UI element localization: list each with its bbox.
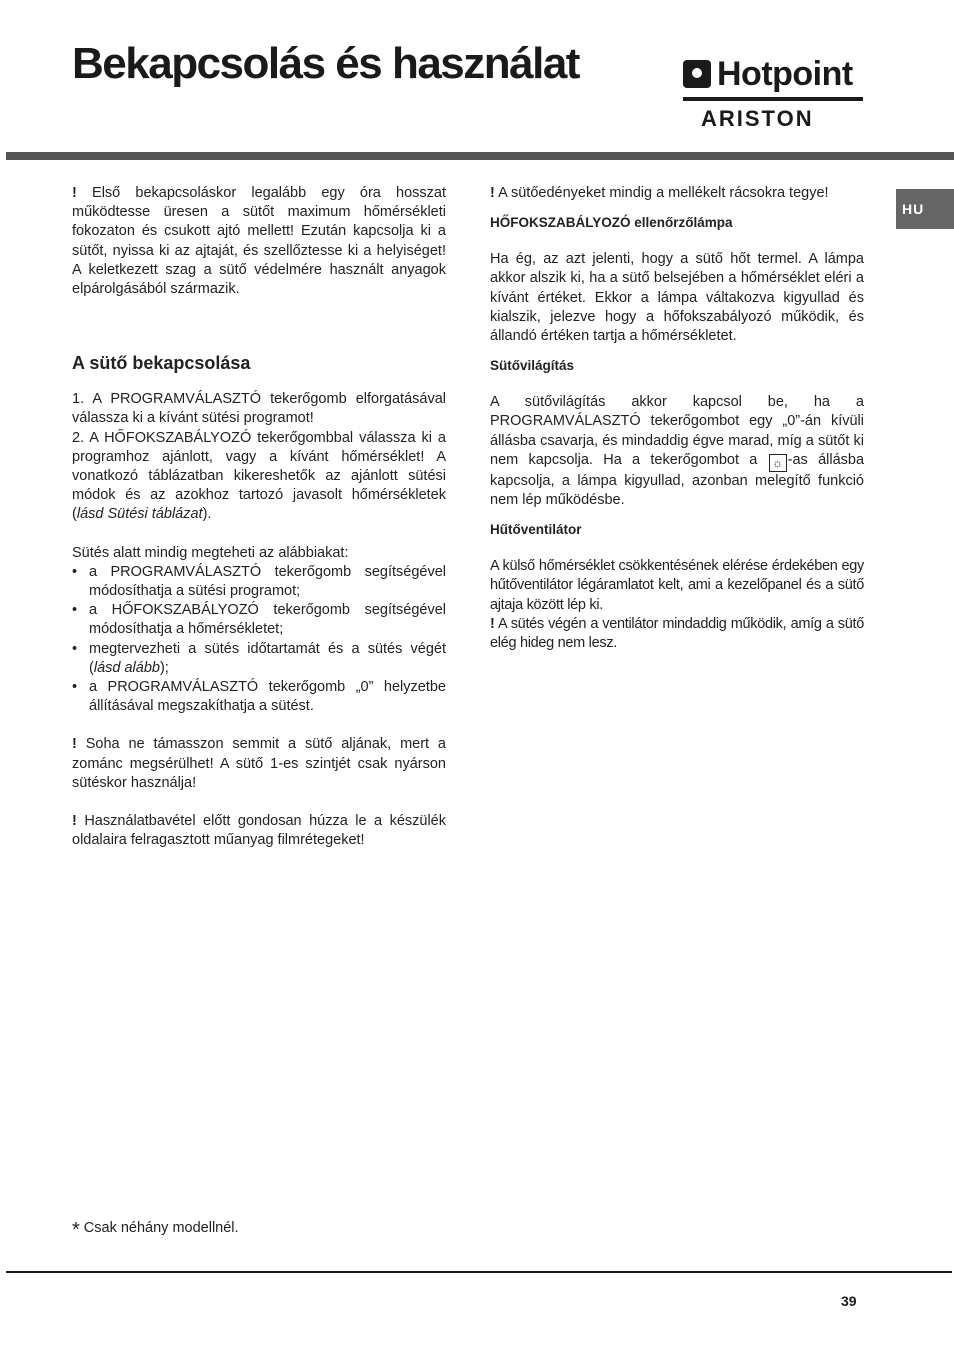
- logo-mark-icon: [683, 60, 711, 88]
- oven-light-text-b: -as állásba kapcsolja, a lámpa kigyullad, azonban melegítő funkció nem lép működésbe.: [490, 451, 865, 509]
- list-item: • a HŐFOKSZABÁLYOZÓ tekerőgomb segítségével módosíthatja a hőmérsékletet;: [72, 601, 446, 639]
- list-item: • a PROGRAMVÁLASZTÓ tekerőgomb segítségével módosíthatja a sütési programot;: [72, 563, 446, 601]
- header-rule: [6, 152, 954, 160]
- warning-text: Használatbavétel előtt gondosan húzza le a készülék oldalaira felragasztott műanyag filmrétegeket!: [72, 813, 446, 849]
- step-2-end: ).: [202, 506, 212, 523]
- footer-rule: [6, 1271, 952, 1273]
- warning-text: Első bekapcsoláskor legalább egy óra hosszat működtesse üresen a sütőt maximum hőmérsékleti fokozaton és csukott ajtó mellett! Ezután kapcsolja ki a sütőt, nyissa ki az ajtaját, és szellőztesse ki a helyiséget! A keletkezett szag a sütő védelmére használt anyagok elpárolgásából származik.: [72, 185, 447, 298]
- step-2-ref: lásd Sütési táblázat: [76, 506, 203, 523]
- warning-mark: !: [72, 736, 77, 753]
- during-intro: Sütés alatt mindig megteheti az alábbiakat:: [72, 544, 349, 561]
- footnote-text: Csak néhány modellnél.: [83, 1220, 239, 1236]
- brand-name: Hotpoint: [717, 55, 853, 93]
- warning-text: A sütőedényeket mindig a mellékelt rácsokra tegye!: [498, 185, 829, 201]
- warning-first-use: [72, 184, 446, 299]
- warning-mark: !: [72, 185, 77, 201]
- section-heading: A sütő bekapcsolása: [72, 353, 251, 374]
- warning-bottom-level: [72, 735, 446, 793]
- footnote: [72, 1218, 239, 1240]
- list-item-ref: lásd alább: [93, 659, 160, 676]
- warning-mark: !: [72, 813, 77, 830]
- cooling-fan-text: A külső hőmérséklet csökkentésének elérése érdekében egy hűtőventilátor légáramlatot kelt, ami a kezelőpanel és a sütő ajtaja között lép ki.: [490, 558, 864, 613]
- step-2-text: 2. A HŐFOKSZABÁLYOZÓ tekerőgombbal válassza ki a programhoz ajánlott, vagy a kívánt hőmérséklet! A vonatkozó táblázatban kikereshetők az ajánlott sütési módok és az azokhoz tartozó javasolt hőmérsékletek (: [72, 429, 446, 523]
- lamp-icon: ☼: [769, 454, 787, 472]
- list-item: [72, 640, 446, 678]
- list-item-text: megtervezheti a sütés időtartamát és a sütés végét (: [89, 640, 446, 676]
- thermostat-lamp-text: Ha ég, az azt jelenti, hogy a sütő hőt termel. A lámpa akkor alszik ki, ha a sütő belsejében a hőmérséklet eléri a kívánt értéket. Ekkor a lámpa váltakozva kigyullad és kialszik, jelezve hogy a hőfokszabályozó működik, és állandó értéken tartja a hőmérsékletet.: [490, 251, 864, 345]
- warning-text: A sütés végén a ventilátor mindaddig működik, amíg a sütő elég hideg nem lesz.: [490, 615, 864, 652]
- list-item: • a PROGRAMVÁLASZTÓ tekerőgomb „0” helyzetbe állításával megszakíthatja a sütést.: [72, 678, 446, 716]
- brand-sub: ARISTON: [701, 106, 814, 131]
- cooling-fan-heading: Hűtőventilátor: [490, 522, 582, 538]
- right-column: [490, 184, 864, 653]
- warning-mark: !: [490, 615, 495, 632]
- warning-text: Soha ne támasszon semmit a sütő aljának, mert a zománc megsérülhet! A sütő 1-es szintjét csak nyárson sütéskor használja!: [72, 736, 446, 791]
- language-tab: HU: [896, 189, 954, 229]
- cooling-fan-warning: [490, 615, 864, 653]
- oven-light-heading: Sütővilágítás: [490, 358, 575, 374]
- step-1: 1. A PROGRAMVÁLASZTÓ tekerőgomb elforgatásával válassza ki a kívánt sütési programot!: [72, 391, 446, 427]
- warning-mark: !: [490, 185, 495, 201]
- page-title: Bekapcsolás és használat: [72, 39, 579, 88]
- brand-logo: [683, 56, 863, 132]
- page-number: 39: [841, 1293, 857, 1309]
- warning-protective-film: [72, 812, 446, 850]
- thermostat-lamp-heading: HŐFOKSZABÁLYOZÓ ellenőrzőlámpa: [490, 215, 733, 231]
- left-column: [72, 184, 446, 850]
- list-item-end: );: [159, 659, 169, 676]
- oven-light-text-a: A sütővilágítás akkor kapcsol be, ha a PROGRAMVÁLASZTÓ tekerőgombot egy „0”-án kívüli állásba csavarja, és mindaddig égve marad, míg a sütőt ki nem kapcsolja. Ha a tekerőgombot a: [490, 394, 864, 468]
- footnote-star: *: [72, 1219, 80, 1241]
- during-list: [72, 563, 446, 717]
- step-2: [72, 429, 446, 525]
- logo-divider: [683, 97, 863, 101]
- logo-top: [683, 56, 853, 92]
- oven-light-text: [490, 393, 864, 510]
- warning-racks: [490, 184, 864, 203]
